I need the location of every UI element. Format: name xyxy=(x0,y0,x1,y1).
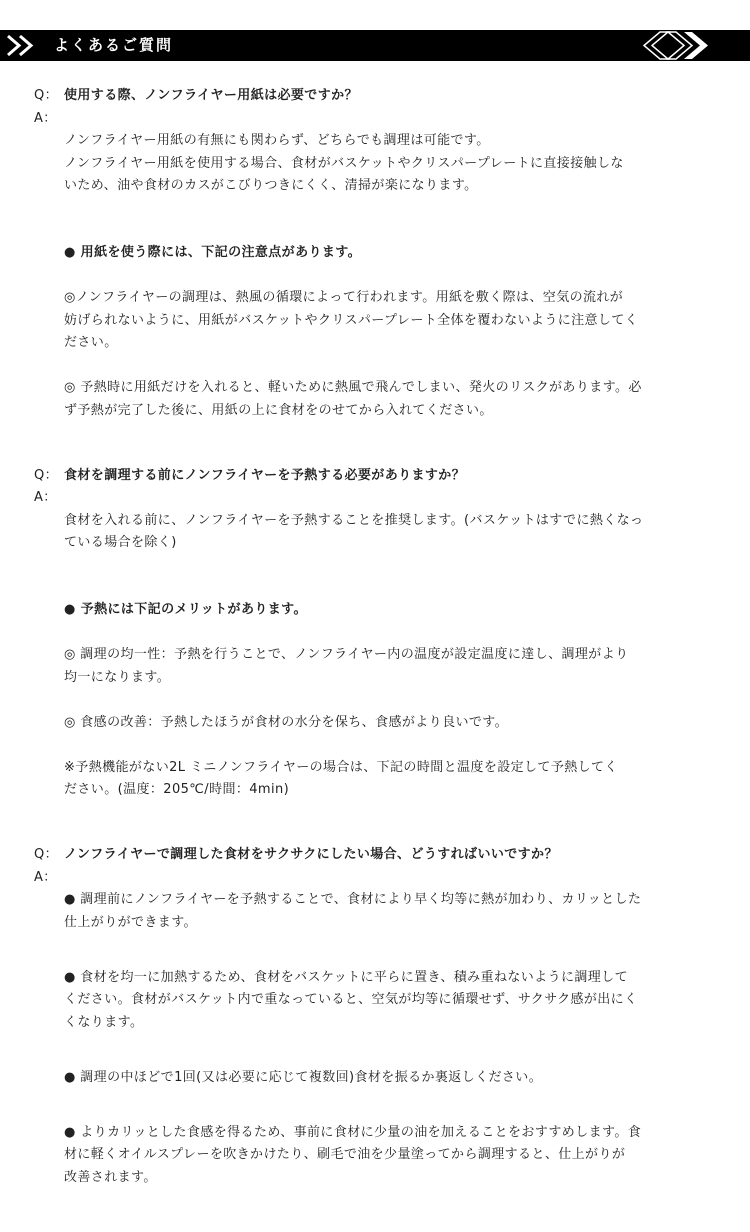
question-row xyxy=(34,844,714,867)
answer-body xyxy=(64,487,714,824)
double-chevron-outline-icon xyxy=(638,30,730,61)
note-item: ※予熱機能がない2L ミニノンフライヤーの場合は、下記の時間と温度を設定して予熱してく ださい。(温度：205℃/時間：4min) xyxy=(64,759,618,797)
faq-item xyxy=(34,844,714,1212)
answer-text: ノンフライヤー用紙の有無にも関わらず、どちらでも調理は可能です。 ノンフライヤー用紙を使用する場合、食材がバスケットやクリスパープレートに直接接触しな いため、油や食材のカスがこびりつきにくく、清掃が楽になります。 xyxy=(64,133,624,193)
faq-list xyxy=(34,85,714,1232)
question-text: 使用する際、ノンフライヤー用紙は必要ですか？ xyxy=(64,88,358,103)
page-title: よくあるご質問 xyxy=(54,36,174,54)
q-mark: Q： xyxy=(34,467,59,483)
note-heading: ● 予熱には下記のメリットがあります。 xyxy=(64,602,307,617)
faq-item xyxy=(34,465,714,825)
question-row xyxy=(34,465,714,488)
a-mark: A： xyxy=(34,490,57,505)
answer-row xyxy=(34,867,714,1212)
double-chevron-right-icon xyxy=(0,30,48,61)
note-item: ◎ノンフライヤーの調理は、熱風の循環によって行われます。用紙を敷く際は、空気の流れが 妨げられないように、用紙がバスケットやクリスパープレート全体を覆わないように注意してく ださい。 xyxy=(64,290,639,350)
question-row xyxy=(34,85,714,108)
note-item: ◎ 食感の改善：予熱したほうが食材の水分を保ち、食感がより良いです。 xyxy=(64,714,509,730)
answer-row xyxy=(34,487,714,824)
answer-body xyxy=(64,867,714,1212)
answer-point: ● よりカリッとした食感を得るため、事前に食材に少量の油を加えることをおすすめします。食 材に軽くオイルスプレーを吹きかけたり、刷毛で油を少量塗ってから調理すると、仕上がりが 改善されます。 xyxy=(64,1124,642,1185)
a-mark: A： xyxy=(34,110,57,126)
note-item: ◎ 予熱時に用紙だけを入れると、軽いために熱風で飛んでしまい、発火のリスクがあります。必 ず予熱が完了した後に、用紙の上に食材をのせてから入れてください。 xyxy=(64,380,642,418)
a-mark: A： xyxy=(34,869,57,885)
answer-point: ● 調理の中ほどで1回(又は必要に応じて複数回)食材を振るか裏返しください。 xyxy=(64,1069,543,1085)
note-heading: ● 用紙を使う際には、下記の注意点があります。 xyxy=(64,245,362,260)
q-mark: Q： xyxy=(34,88,59,103)
answer-row xyxy=(34,108,714,445)
answer-body xyxy=(64,108,714,445)
answer-point: ● 調理前にノンフライヤーを予熱することで、食材により早く均等に熱が加わり、カリッとした 仕上がりができます。 xyxy=(64,892,642,930)
q-mark: Q： xyxy=(34,847,59,862)
section-header xyxy=(0,30,750,61)
question-text: 食材を調理する前にノンフライヤーを予熱する必要がありますか？ xyxy=(64,467,466,483)
answer-point: ● 食材を均一に加熱するため、食材をバスケットに平らに置き、積み重ねないように調理して ください。食材がバスケット内で重なっていると、空気が均等に循環せず、サクサク感が出にく くなります。 xyxy=(64,969,638,1030)
faq-item xyxy=(34,85,714,445)
question-text: ノンフライヤーで調理した食材をサクサクにしたい場合、どうすればいいですか？ xyxy=(64,847,558,862)
note-item: ◎ 調理の均一性：予熱を行うことで、ノンフライヤー内の温度が設定温度に達し、調理がより 均一になります。 xyxy=(64,647,629,685)
answer-text: 食材を入れる前に、ノンフライヤーを予熱することを推奨します。(バスケットはすでに熱くなっ ている場合を除く) xyxy=(64,512,644,550)
